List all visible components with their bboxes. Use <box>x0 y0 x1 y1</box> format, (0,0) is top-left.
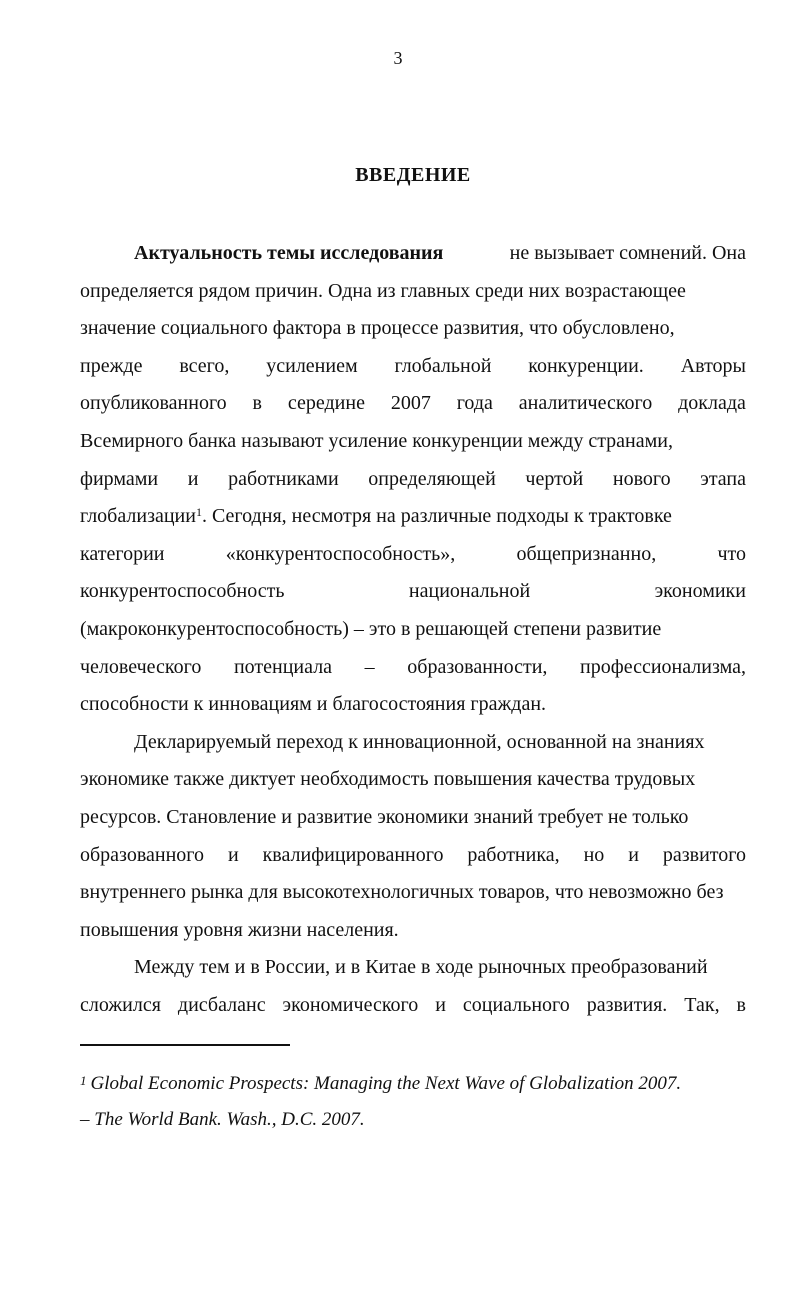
text-line <box>80 837 746 875</box>
word: человеческого <box>80 655 202 678</box>
word: аналитического <box>518 392 653 415</box>
text-line: ресурсов. Становление и развитие экономики знаний требует не только <box>80 805 689 828</box>
footnote-reference[interactable]: 1 <box>195 505 202 520</box>
text-line: значение социального фактора в процессе развития, что обусловлено, <box>80 317 675 340</box>
footnote-separator <box>80 1044 290 1046</box>
word: категории <box>80 542 165 565</box>
word: Так, <box>684 993 720 1016</box>
word: работниками <box>228 467 339 490</box>
text-fragment: не вызывает сомнений. Она <box>509 242 746 264</box>
word: Авторы <box>680 354 746 377</box>
word: образованности, <box>407 655 548 678</box>
footnote <box>80 1066 750 1138</box>
word: общепризнанно, <box>516 542 657 565</box>
text-line <box>80 348 746 386</box>
text-line: Всемирного банка называют усиление конкуренции между странами, <box>80 429 673 452</box>
word: экономики <box>654 580 746 603</box>
word: и <box>227 843 239 866</box>
word: чертой <box>525 467 584 490</box>
main-text <box>80 235 746 1024</box>
word: доклада <box>678 392 746 415</box>
footnote-text: Global Economic Prospects: Managing the Next Wave of Globalization 2007. <box>90 1073 682 1094</box>
word: что <box>717 542 746 565</box>
lead-bold-phrase: Актуальность темы исследования <box>134 242 444 264</box>
text-line: способности к инновациям и благосостояния граждан. <box>80 693 547 716</box>
footnote-line: – The World Bank. Wash., D.C. 2007. <box>80 1109 365 1130</box>
word: опубликованного <box>80 392 227 415</box>
word: года <box>456 392 493 415</box>
word: квалифицированного <box>262 843 444 866</box>
word: образованного <box>80 843 205 866</box>
word: и <box>435 993 446 1016</box>
text-line: Декларируемый переход к инновационной, основанной на знаниях <box>134 730 705 753</box>
word: и <box>628 843 639 866</box>
text-line <box>80 385 746 423</box>
word: сложился <box>80 993 161 1016</box>
text-line <box>80 649 746 687</box>
word: работника, <box>467 843 560 866</box>
text-line <box>80 498 746 536</box>
word: определяющей <box>368 467 496 490</box>
text-fragment: глобализации <box>80 505 196 528</box>
word: социального <box>462 993 570 1016</box>
word: но <box>583 843 605 866</box>
word: развития. <box>586 993 668 1016</box>
word: 2007 <box>390 392 431 415</box>
word: в <box>252 392 262 415</box>
word: этапа <box>700 467 746 490</box>
word: всего, <box>179 354 230 377</box>
text-line: определяется рядом причин. Одна из главных среди них возрастающее <box>80 279 686 302</box>
word: усилением <box>266 354 358 377</box>
footnote-mark: 1 <box>80 1073 87 1088</box>
word: экономического <box>282 993 419 1016</box>
text-line <box>80 235 746 273</box>
word: развитого <box>662 843 746 866</box>
page-number: 3 <box>393 48 403 68</box>
text-fragment: . Сегодня, несмотря на различные подходы к трактовке <box>201 505 672 528</box>
word: конкурентоспособность <box>80 580 285 603</box>
word: – <box>364 655 375 678</box>
word: конкуренции. <box>528 354 644 377</box>
text-line <box>80 536 746 574</box>
word: глобальной <box>394 354 492 377</box>
text-line: (макроконкурентоспособность) – это в решающей степени развитие <box>80 617 662 640</box>
word: прежде <box>80 354 143 377</box>
text-line: повышения уровня жизни населения. <box>80 918 399 941</box>
word: нового <box>612 467 671 490</box>
text-line: Между тем и в России, и в Китае в ходе рыночных преобразований <box>134 956 708 979</box>
text-line: внутреннего рынка для высокотехнологичных товаров, что невозможно без <box>80 881 724 904</box>
word: профессионализма, <box>580 655 746 678</box>
text-line <box>80 987 746 1025</box>
word: середине <box>287 392 365 415</box>
footnote-line <box>80 1066 750 1102</box>
word: национальной <box>408 580 531 603</box>
word: «конкурентоспособность», <box>225 542 456 565</box>
word: фирмами <box>80 467 159 490</box>
text-line: экономике также диктует необходимость повышения качества трудовых <box>80 768 696 791</box>
word: в <box>736 993 746 1016</box>
page-title: ВВЕДЕНИЕ <box>355 164 471 186</box>
text-line <box>80 573 746 611</box>
word: дисбаланс <box>177 993 266 1016</box>
word: и <box>187 467 199 490</box>
text-line <box>80 461 746 499</box>
word: потенциала <box>233 655 333 678</box>
